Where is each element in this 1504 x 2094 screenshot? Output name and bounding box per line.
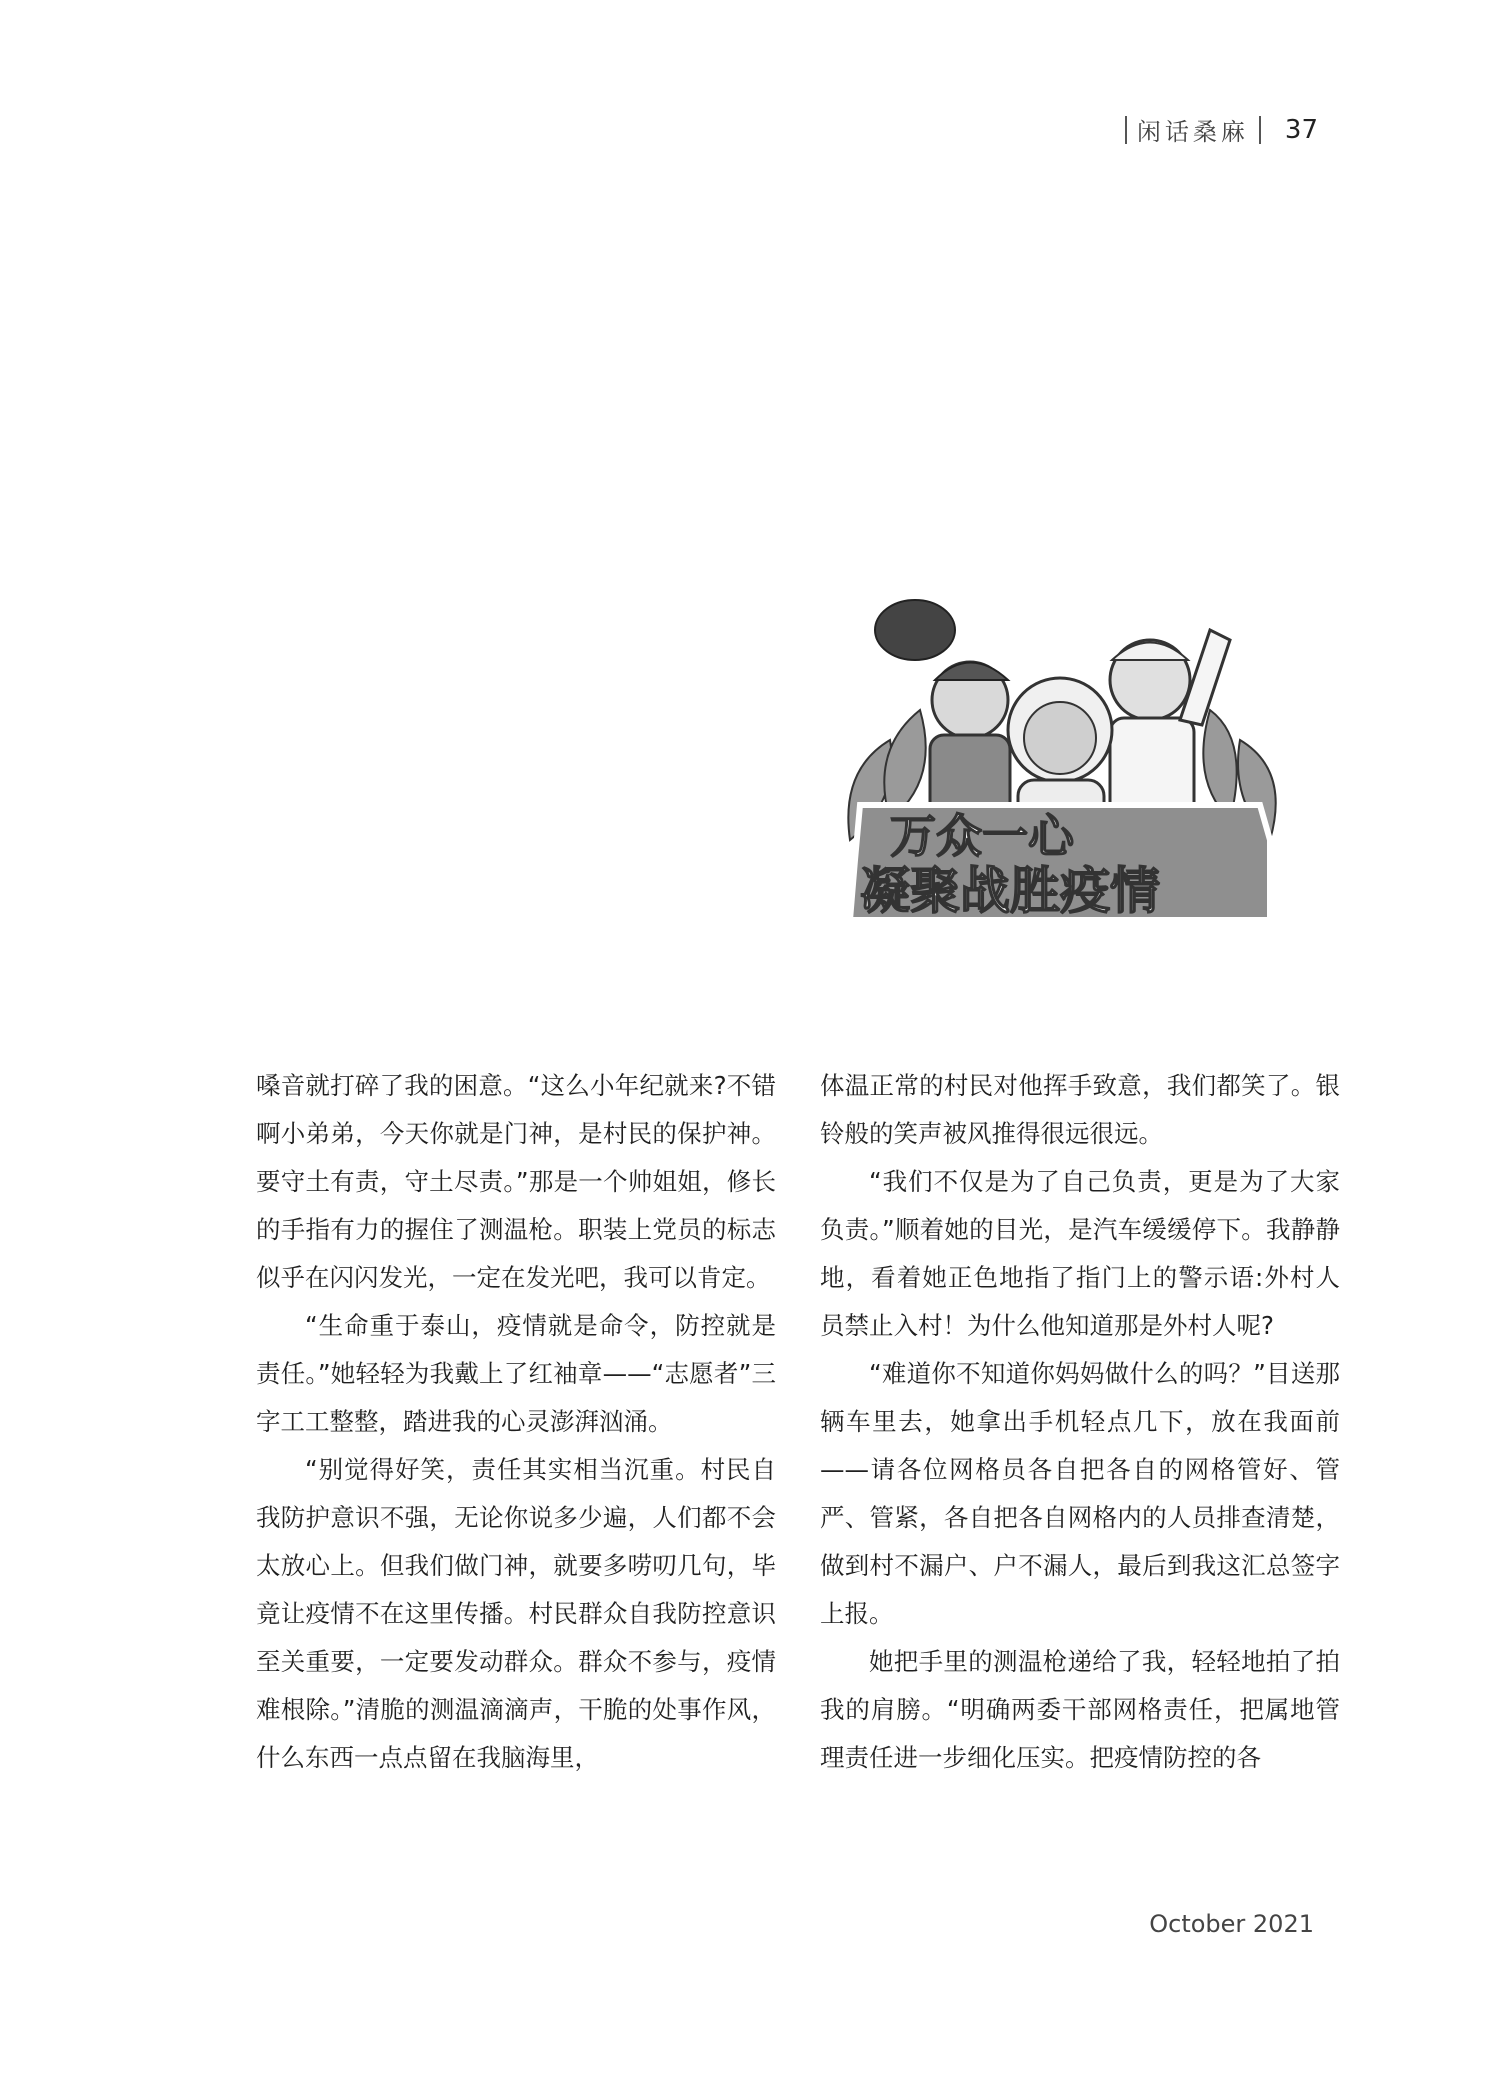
header-divider-left	[1125, 116, 1127, 144]
page-header	[1125, 112, 1318, 147]
left-paragraph-1: 嗓音就打碎了我的困意。“这么小年纪就来?不错啊小弟弟，今天你就是门神，是村民的保护神。要守土有责，守土尽责。”那是一个帅姐姐，修长的手指有力的握住了测温枪。职装上党员的标志似乎在闪闪发光，一定在发光吧，我可以肯定。	[256, 1071, 776, 1292]
right-paragraph-2: “我们不仅是为了自己负责，更是为了大家负责。”顺着她的目光，是汽车缓缓停下。我静静地，看着她正色地指了指门上的警示语:外村人员禁止入村！为什么他知道那是外村人呢?	[820, 1167, 1340, 1340]
right-paragraph-1: 体温正常的村民对他挥手致意，我们都笑了。银铃般的笑声被风推得很远很远。	[820, 1071, 1340, 1148]
issue-date: October 2021	[1149, 1910, 1314, 1938]
banner-line-2: 凝聚战胜疫情	[860, 862, 1160, 920]
illustration-svg	[830, 590, 1300, 930]
volunteers-illustration-icon	[830, 590, 1300, 930]
left-column	[256, 1062, 776, 1782]
left-paragraph-2: “生命重于泰山，疫情就是命令，防控就是责任。”她轻轻为我戴上了红袖章——“志愿者”三字工工整整，踏进我的心灵澎湃汹涌。	[256, 1311, 776, 1436]
page-number: 37	[1284, 114, 1318, 145]
section-title: 闲话桑麻	[1136, 118, 1249, 146]
figure-left-cap	[935, 663, 1008, 681]
left-paragraph-3: “别觉得好笑，责任其实相当沉重。村民自我防护意识不强，无论你说多少遍，人们都不会太放心上。但我们做门神，就要多唠叨几句，毕竟让疫情不在这里传播。村民群众自我防控意识至关重要，一定要发动群众。群众不参与，疫情难根除。”清脆的测温滴滴声，干脆的处事作风，什么东西一点点留在我脑海里，	[256, 1455, 776, 1772]
figure-right-cap	[1112, 643, 1188, 661]
right-column	[820, 1062, 1340, 1782]
banner-line-1: 万众一心	[890, 809, 1074, 863]
figure-center-face	[1024, 702, 1096, 774]
header-divider-right	[1259, 116, 1261, 144]
right-paragraph-3: “难道你不知道你妈妈做什么的吗？”目送那辆车里去，她拿出手机轻点几下，放在我面前——请各位网格员各自把各自的网格管好、管严、管紧，各自把各自网格内的人员排查清楚，做到村不漏户、户不漏人，最后到我这汇总签字上报。	[820, 1359, 1340, 1628]
right-paragraph-4: 她把手里的测温枪递给了我，轻轻地拍了拍我的肩膀。“明确两委干部网格责任，把属地管理责任进一步细化压实。把疫情防控的各	[820, 1647, 1340, 1772]
held-hat	[875, 600, 955, 660]
